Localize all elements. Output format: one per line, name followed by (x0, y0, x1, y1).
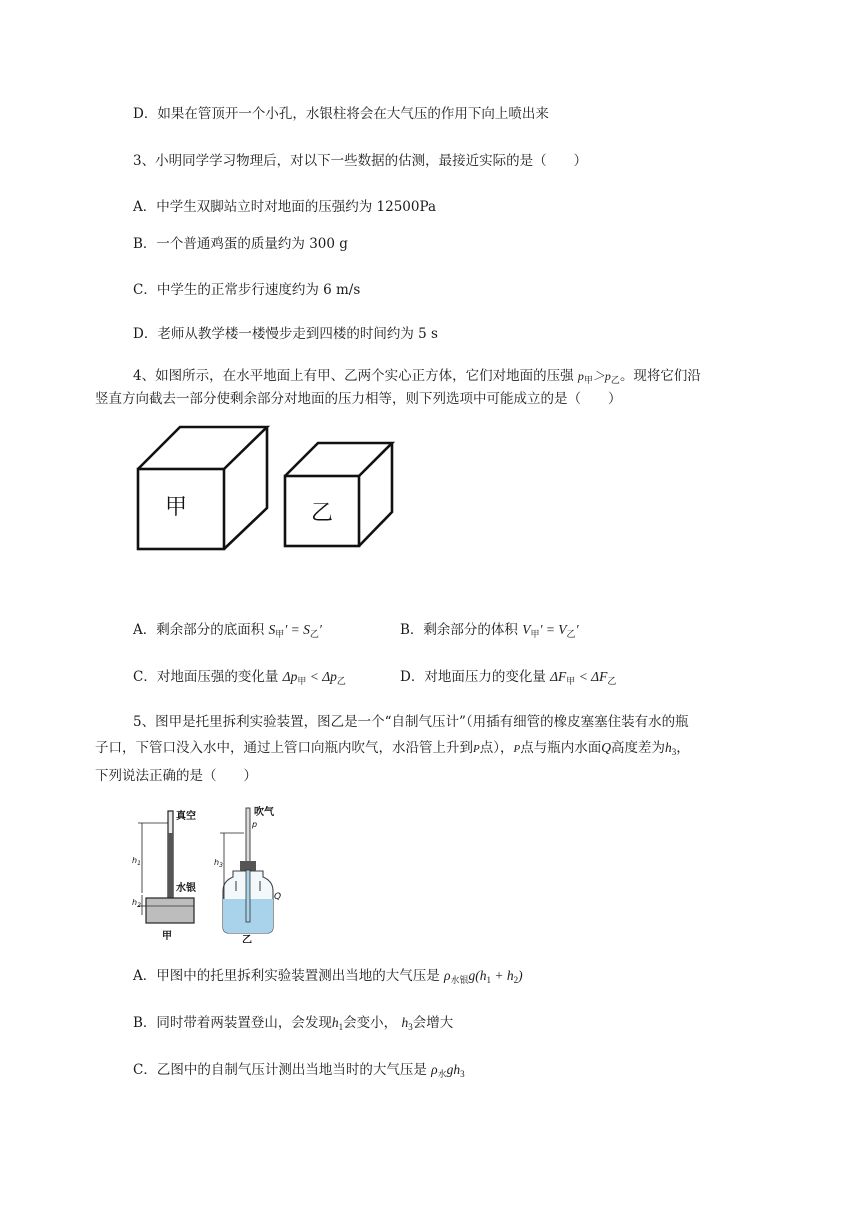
q4-option-d-text: D．对地面压力的变化量 (400, 669, 546, 685)
q4-stem-line2: 竖直方向截去一部分使剩余部分对地面的压力相等，则下列选项中可能成立的是（ ） (95, 391, 622, 407)
label-vacuum: 真空 (176, 811, 196, 822)
q5-h3: $h_3$ (664, 740, 677, 757)
q3-stem: 3、小明同学学习物理后，对以下一些数据的估测，最接近实际的是（ ） (133, 153, 588, 169)
cube-jia-label: 甲 (165, 495, 188, 520)
q4-option-b-formula: $V_甲' = V_乙'$ (522, 622, 579, 639)
q4-option-c-text: C．对地面压强的变化量 (133, 669, 279, 685)
q4-option-c (133, 667, 346, 691)
q5-option-b (133, 1013, 453, 1037)
q4-option-b (400, 620, 579, 644)
q5-point-q: Q (601, 740, 611, 755)
q4-option-a-text: A．剩余部分的底面积 (133, 622, 265, 638)
label-yi: 乙 (242, 935, 252, 943)
label-h1: $h_1$ (132, 856, 141, 867)
q5-option-a (133, 966, 523, 990)
cube-jia (138, 427, 267, 549)
label-mercury: 水银 (176, 883, 196, 894)
q5-option-a-formula: $\rho_{水银}g(h_1 + h_2)$ (444, 968, 523, 985)
label-q: Q (274, 892, 282, 902)
cube-yi (285, 443, 392, 546)
q4-stem-part1: 4、如图所示，在水平地面上有甲、乙两个实心正方体，它们对地面的压强 (133, 368, 574, 384)
q4-cubes-figure (135, 424, 395, 554)
q4-option-d (400, 667, 616, 691)
label-h3: $h_3$ (214, 858, 223, 869)
q5-stem-line3: 下列说法正确的是（ ） (95, 768, 257, 784)
q4-option-a-formula: $S_甲' = S_乙'$ (268, 622, 322, 639)
q3-option-a: A．中学生双脚站立时对地面的压强约为 12500Pa (133, 199, 437, 215)
q5-option-c-text: C．乙图中的自制气压计测出当地当时的大气压是 (133, 1062, 427, 1078)
q5-apparatus-figure (128, 803, 293, 943)
q5-stem-part-b: 点）， (479, 740, 514, 756)
q4-stem-part2: 。现将它们沿 (619, 368, 701, 384)
q5-stem-line1: 5、图甲是托里拆利实验装置，图乙是一个“自制气压计”（用插有细管的橡皮塞塞住装有水的瓶 (133, 714, 689, 730)
q3-option-d: D．老师从教学楼一楼慢步走到四楼的时间约为 5 s (133, 326, 438, 342)
q3-option-b: B．一个普通鸡蛋的质量约为 300 g (133, 236, 348, 252)
q5-option-b-h3: $h_3$ (401, 1015, 413, 1032)
q2-option-d: D．如果在管顶开一个小孔，水银柱将会在大气压的作用下向上喷出来 (133, 106, 549, 122)
q5-stem-part-d: 高度差为 (610, 740, 665, 756)
label-blow: 吹气 (254, 807, 274, 818)
label-p: p (252, 820, 258, 829)
q5-option-c (133, 1060, 465, 1084)
q4-option-d-formula: $\Delta F_甲 < \Delta F_乙$ (550, 669, 617, 686)
label-h2: $h_2$ (132, 898, 141, 909)
q5-option-a-text: A．甲图中的托里拆利实验装置测出当地的大气压是 (133, 968, 440, 984)
q4-option-a (133, 620, 322, 644)
q4-option-c-formula: $\Delta p_甲 < \Delta p_乙$ (282, 669, 346, 686)
q5-option-c-formula: $\rho_水gh_3$ (431, 1062, 465, 1079)
q5-option-b-part3: 会增大 (412, 1015, 454, 1031)
q5-point-p2: P (513, 743, 521, 755)
q5-stem-part-a: 子口，下管口没入水中，通过上管口向瓶内吹气，水沿管上升到 (95, 740, 473, 756)
q5-option-b-part2: 会变小， (343, 1015, 398, 1031)
q5-option-b-h1: $h_1$ (331, 1015, 344, 1032)
homemade-barometer (214, 805, 281, 943)
torricelli-apparatus (132, 809, 196, 942)
q3-option-c: C．中学生的正常步行速度约为 6 m/s (133, 282, 361, 298)
q5-option-b-part1: B．同时带着两装置登山，会发现 (133, 1015, 332, 1031)
q5-point-p: P (473, 743, 480, 755)
cube-yi-label: 乙 (311, 501, 334, 526)
q5-stem-line2: 子口，下管口没入水中，通过上管口向瓶内吹气，水沿管上升到P点），P点与瓶内水面Q高度差为$h_3$， (95, 740, 690, 757)
q4-option-b-text: B．剩余部分的体积 (400, 622, 518, 638)
label-jia: 甲 (162, 931, 172, 942)
q5-stem-part-c: 点与瓶内水面 (520, 740, 602, 756)
q4-pressure-relation: $p_甲>p_乙$ (577, 369, 620, 385)
q4-stem-line1 (133, 366, 701, 390)
